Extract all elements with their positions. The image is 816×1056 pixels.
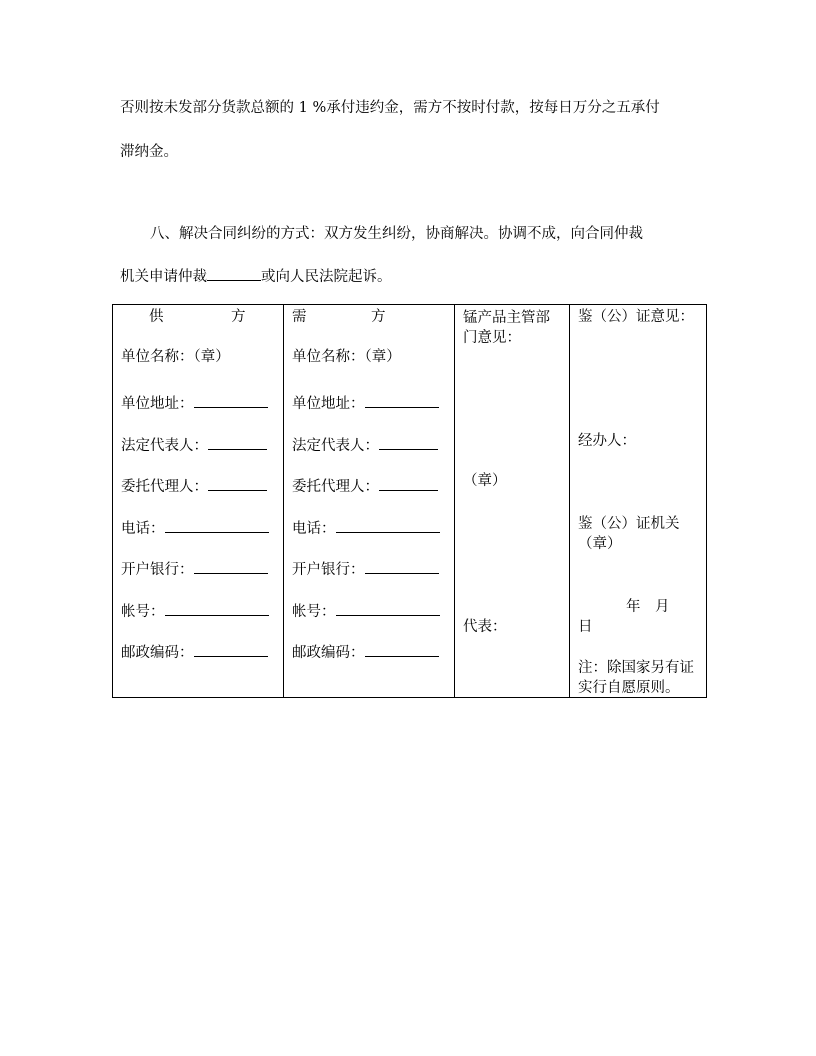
supplier-column (113, 305, 284, 698)
buyer-unit-address: 单位地址： (292, 391, 439, 413)
court-text: 或向人民法院起诉。 (261, 269, 392, 285)
signature-table (112, 304, 707, 698)
authority-heading: 锰产品主管部门意见： (463, 310, 550, 346)
authority-representative: 代表： (463, 619, 507, 635)
supplier-agent: 委托代理人： (121, 474, 267, 496)
notary-column (570, 305, 707, 698)
buyer-heading-left: 需 (292, 309, 307, 325)
notary-agency: 鉴（公）证机关（章） (578, 516, 680, 552)
supplier-phone: 电话： (121, 516, 269, 538)
paragraph-1-line-1: 否则按未发部分货款总额的 1 %承付违约金，需方不按时付款，按每日万分之五承付 (120, 100, 660, 116)
buyer-phone: 电话： (292, 516, 440, 538)
paragraph-1-line-2: 滞纳金。 (120, 144, 178, 160)
buyer-agent: 委托代理人： (292, 474, 438, 496)
arbitration-blank (207, 264, 261, 281)
notary-note: 注：除国家另有证实行自愿原则。 (578, 660, 694, 696)
buyer-column (284, 305, 455, 698)
authority-seal: （章） (463, 473, 507, 489)
paragraph-2-line-1: 八、解决合同纠纷的方式：双方发生纠纷，协商解决。协调不成，向合同仲裁 (150, 226, 643, 242)
supplier-unit-address: 单位地址： (121, 391, 268, 413)
arbitration-text: 机关申请仲裁 (120, 269, 207, 285)
buyer-heading-right: 方 (371, 309, 386, 325)
supplier-legal-rep: 法定代表人： (121, 433, 267, 455)
buyer-legal-rep: 法定代表人： (292, 433, 438, 455)
notary-heading: 鉴（公）证意见： (578, 309, 694, 325)
buyer-unit-name: 单位名称：（章） (292, 349, 401, 365)
supplier-heading-left: 供 (149, 309, 164, 325)
supplier-heading-right: 方 (231, 309, 246, 325)
buyer-account: 帐号： (292, 599, 440, 621)
buyer-postcode: 邮政编码： (292, 640, 439, 662)
buyer-bank: 开户银行： (292, 557, 439, 579)
authority-column (455, 305, 570, 698)
supplier-account: 帐号： (121, 599, 269, 621)
supplier-bank: 开户银行： (121, 557, 268, 579)
paragraph-2-line-2 (120, 264, 700, 287)
supplier-postcode: 邮政编码： (121, 640, 268, 662)
supplier-unit-name: 单位名称：（章） (121, 349, 230, 365)
notary-date-day: 日 (578, 619, 593, 635)
notary-handler: 经办人： (578, 433, 636, 449)
notary-date-year-month: 年 月 (626, 599, 670, 615)
